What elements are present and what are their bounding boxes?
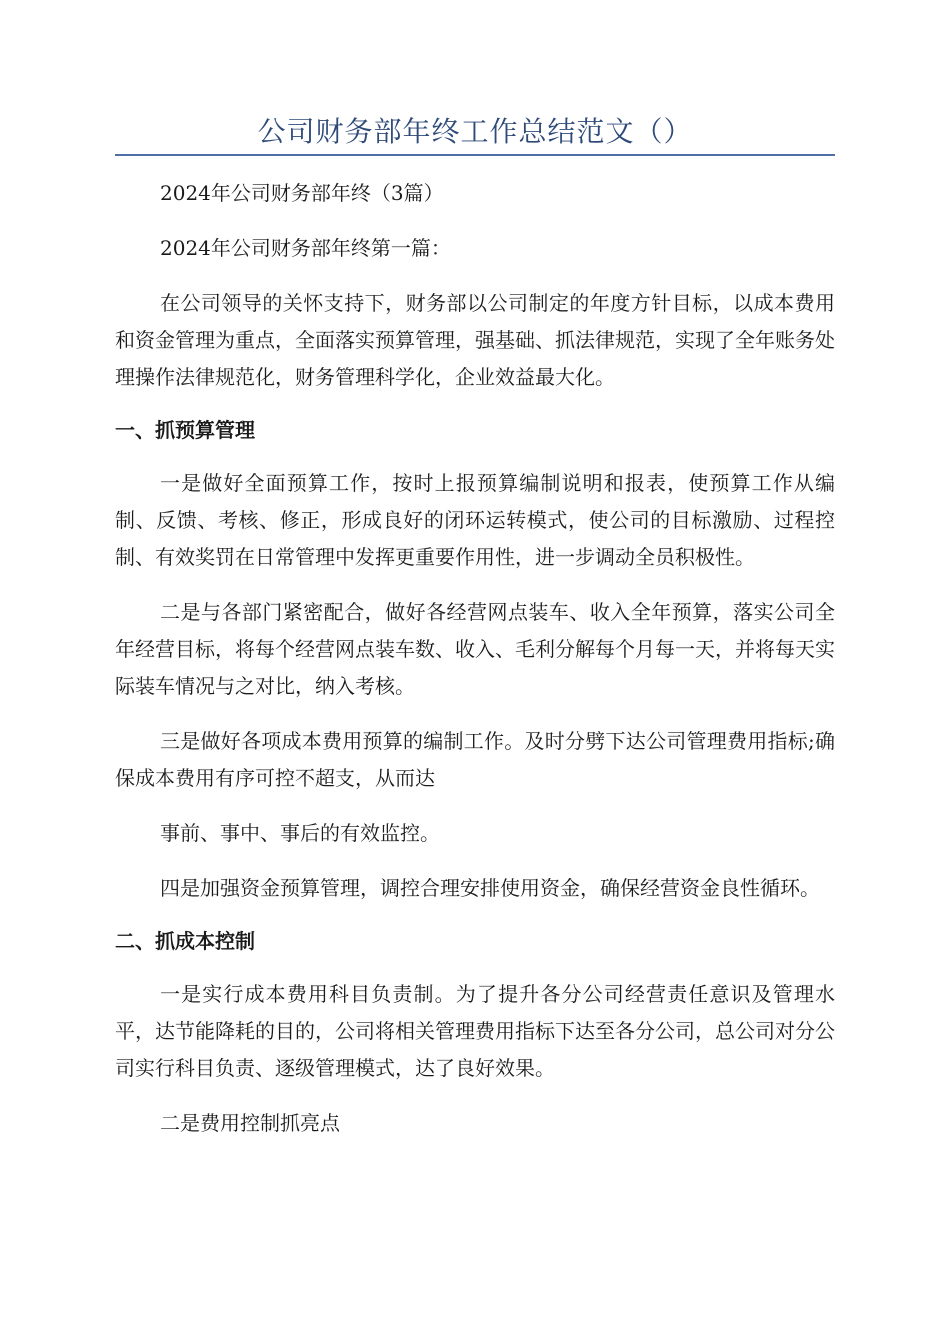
paragraph: 事前、事中、事后的有效监控。 [160, 821, 440, 845]
paragraph: 四是加强资金预算管理，调控合理安排使用资金，确保经营资金良性循环。 [160, 876, 820, 900]
paragraph: 在公司领导的关怀支持下，财务部以公司制定的年度方针目标，以成本费用和资金管理为重点，全面落实预算管理，强基础、抓法律规范，实现了全年账务处理操作法律规范化，财务管理科学化，企业效益最大化。 [115, 291, 835, 389]
section-heading: 二、抓成本控制 [115, 929, 255, 953]
paragraph: 二是费用控制抓亮点 [160, 1111, 340, 1135]
paragraph: 2024年公司财务部年终（3篇） [160, 181, 444, 205]
paragraph: 三是做好各项成本费用预算的编制工作。及时分劈下达公司管理费用指标;确保成本费用有序可控不超支，从而达 [115, 729, 835, 790]
paragraph: 二是与各部门紧密配合，做好各经营网点装车、收入全年预算，落实公司全年经营目标，将每个经营网点装车数、收入、毛利分解每个月每一天，并将每天实际装车情况与之对比，纳入考核。 [115, 600, 835, 698]
paragraph: 2024年公司财务部年终第一篇： [160, 236, 451, 260]
page-title: 公司财务部年终工作总结范文（） [257, 115, 693, 148]
title-divider [115, 154, 835, 156]
document-body [115, 175, 835, 1142]
paragraph: 一是做好全面预算工作，按时上报预算编制说明和报表，使预算工作从编制、反馈、考核、修正，形成良好的闭环运转模式，使公司的目标激励、过程控制、有效奖罚在日常管理中发挥更重要作用性，进一步调动全员积极性。 [115, 471, 835, 569]
paragraph: 一是实行成本费用科目负责制。为了提升各分公司经营责任意识及管理水平，达节能降耗的目的，公司将相关管理费用指标下达至各分公司，总公司对分公司实行科目负责、逐级管理模式，达了良好效果。 [115, 982, 835, 1080]
section-heading: 一、抓预算管理 [115, 418, 255, 442]
